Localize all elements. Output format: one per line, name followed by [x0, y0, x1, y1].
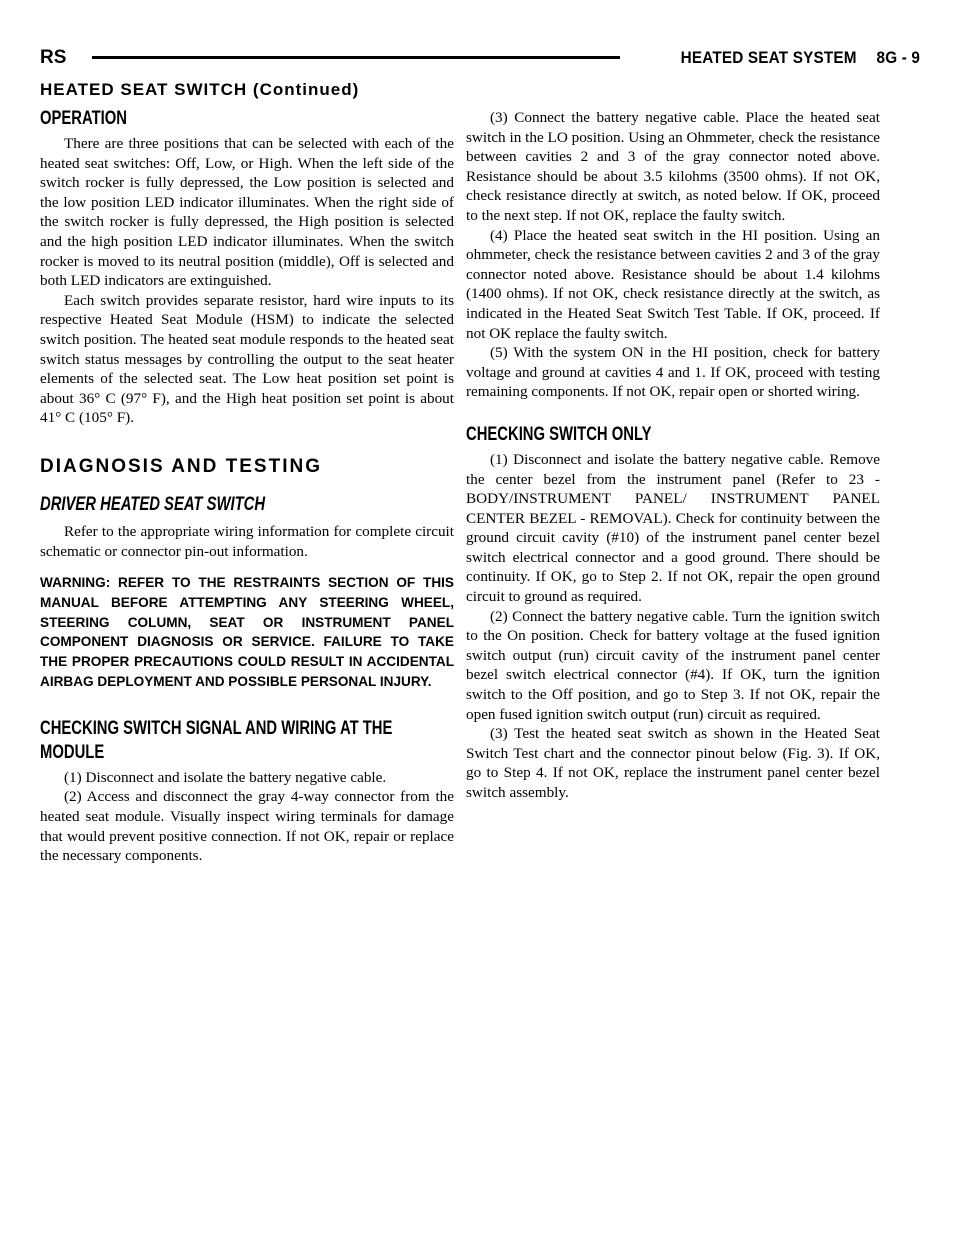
signal-wiring-heading-line1: CHECKING SWITCH SIGNAL AND WIRING AT THE: [40, 717, 393, 739]
right-column: [466, 108, 880, 803]
continued-heading: HEATED SEAT SWITCH (Continued): [40, 80, 360, 99]
operation-paragraph-2: Each switch provides separate resistor, hard wire inputs to its respective Heated Seat Module (HSM) to indicate the selected switch position. The heated seat module responds to the heated seat switch status messages by controlling the output to the seat heater elements of the selected seat. The Low heat position set point is about 36° C (97° F), and the High heat position set point is about 41° C (105° F).: [40, 291, 454, 427]
operation-heading: OPERATION: [40, 108, 128, 129]
signal-step-4: (4) Place the heated seat switch in the HI position. Using an ohmmeter, check the resistance between cavities 2 and 3 of the gray connector noted above. Resistance should be about 1.4 kilohms (1400 ohms). If not OK, check resistance directly at the switch, as indicated in the Heated Seat Switch Test Table. If OK, proceed. If not OK replace the faulty switch.: [466, 226, 880, 342]
restraints-warning: WARNING: REFER TO THE RESTRAINTS SECTION OF THIS MANUAL BEFORE ATTEMPTING ANY STEERING WHEEL, STEERING COLUMN, SEAT OR INSTRUMENT PANEL COMPONENT DIAGNOSIS OR SERVICE. FAILURE TO TAKE THE PROPER PRECAUTIONS COULD RESULT IN ACCIDENTAL AIRBAG DEPLOYMENT AND POSSIBLE PERSONAL INJURY.: [40, 575, 454, 690]
switch-only-step-1: (1) Disconnect and isolate the battery negative cable. Remove the center bezel from the instrument panel (Refer to 23 - BODY/INSTRUMENT PANEL/ INSTRUMENT PANEL CENTER BEZEL - REMOVAL). Check for continuity between the ground circuit cavity (#10) of the instrument panel center bezel switch electrical connector and a good ground. There should be continuity. If OK, go to Step 2. If not OK, repair the open ground circuit to ground as required.: [466, 450, 880, 606]
signal-step-2: (2) Access and disconnect the gray 4-way connector from the heated seat module. Visually inspect wiring terminals for damage that would prevent positive connection. If not OK, repair or replace the necessary components.: [40, 788, 454, 865]
switch-only-heading: CHECKING SWITCH ONLY: [466, 423, 652, 445]
operation-paragraph-1: There are three positions that can be selected with each of the heated seat switches: Off, Low, or High. When the left side of the switch rocker is fully depressed, the Low position is selected and the low position LED indicator illuminates. When the right side of the switch rocker is fully depressed, the High position is selected and the high position LED indicator illuminates. When the switch rocker is moved to its neutral position (middle), Off is selected and both LED indicators are extinguished.: [40, 135, 454, 290]
header-rule: [92, 56, 620, 59]
driver-switch-paragraph: Refer to the appropriate wiring information for complete circuit schematic or connector pin-out information.: [40, 522, 454, 560]
section-title: HEATED SEAT SYSTEM: [680, 48, 857, 67]
signal-wiring-heading-line2: MODULE: [40, 741, 105, 763]
diagnosis-heading: DIAGNOSIS AND TESTING: [40, 455, 322, 477]
left-column: [40, 108, 454, 866]
signal-step-1: (1) Disconnect and isolate the battery negative cable.: [64, 768, 387, 786]
page-header: [40, 48, 920, 70]
switch-only-step-3: (3) Test the heated seat switch as shown in the Heated Seat Switch Test chart and the connector pinout below (Fig. 3). If OK, go to Step 4. If not OK, replace the instrument panel center bezel switch assembly.: [466, 725, 880, 801]
signal-step-3: (3) Connect the battery negative cable. Place the heated seat switch in the LO position. Using an Ohmmeter, check the resistance between cavities 2 and 3 of the gray connector noted above. Resistance should be about 3.5 kilohms (3500 ohms). If not OK, check resistance directly at switch, as noted below. If OK, proceed to the next step. If not OK, replace the faulty switch.: [466, 109, 880, 224]
header-title-group: [681, 48, 920, 68]
model-code: RS: [40, 47, 67, 68]
signal-step-5: (5) With the system ON in the HI position, check for battery voltage and ground at cavities 4 and 1. If OK, proceed with testing remaining components. If not OK, repair open or shorted wiring.: [466, 344, 880, 401]
switch-only-step-2: (2) Connect the battery negative cable. Turn the ignition switch to the On position. Check for battery voltage at the fused ignition switch output (run) circuit cavity of the instrument panel center bezel switch electrical connector (#4). If OK, turn the ignition switch to the Off position, and go to Step 3. If not OK, repair the open fused ignition switch output (run) circuit as required.: [466, 607, 880, 723]
page-number: 8G - 9: [876, 48, 920, 67]
driver-switch-heading: DRIVER HEATED SEAT SWITCH: [40, 493, 266, 515]
